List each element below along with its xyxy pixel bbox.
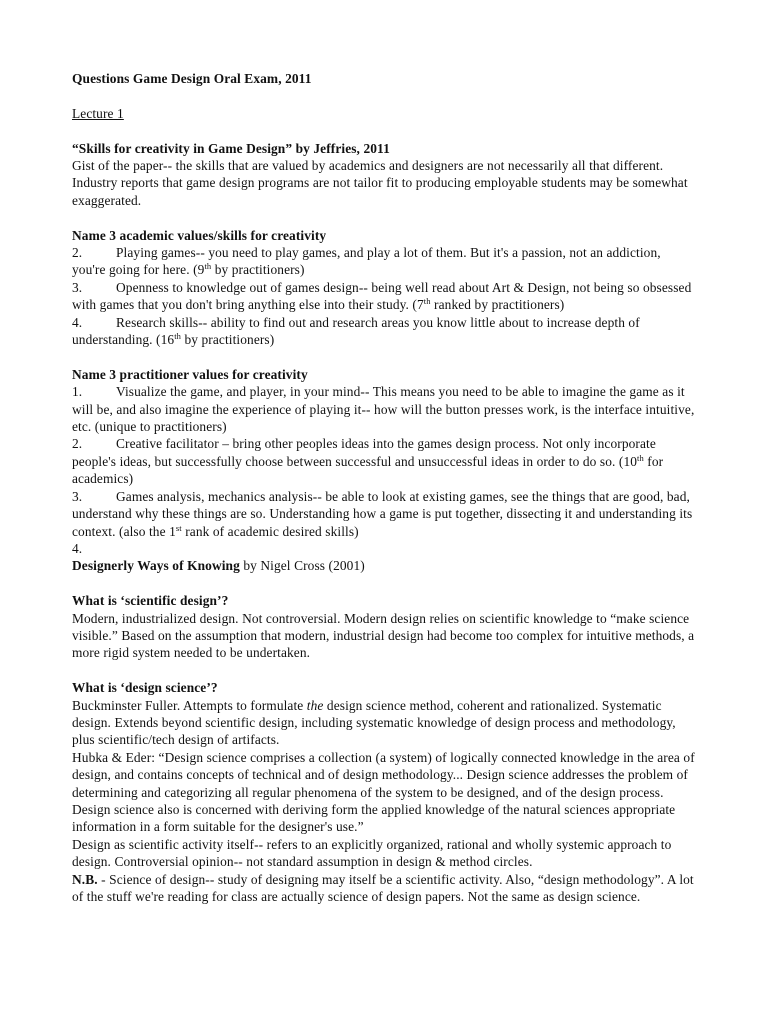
- item-number: 3.: [72, 279, 83, 295]
- question-scientific-design: What is ‘scientific design’?: [72, 593, 229, 609]
- gist-paragraph: Gist of the paper-- the skills that are valued by academics and designers are not necessarily all that different. Industry reports that game design programs are not tailor fit to producing employable students may be somewhat exaggerated.: [72, 158, 688, 208]
- academic-values-list: [72, 244, 697, 348]
- item-text: Openness to knowledge out of games design-- being well read about Art & Design, not being so obsessed with games that you don't bring anything else into their study. (7: [72, 279, 692, 313]
- item-number: 4.: [72, 540, 83, 556]
- section-heading-jeffries: “Skills for creativity in Game Design” by Jeffries, 2011: [72, 140, 390, 156]
- section-heading-cross: [72, 557, 697, 574]
- ordinal-suffix: st: [175, 522, 182, 533]
- design-science-answer: [72, 697, 697, 749]
- list-item: [72, 383, 697, 435]
- book-author: by Nigel Cross (2001): [239, 558, 365, 574]
- item-text-after: ranked by practitioners): [430, 297, 565, 313]
- practitioner-values-heading: Name 3 practitioner values for creativity: [72, 366, 308, 382]
- scientific-activity-paragraph: Design as scientific activity itself-- refers to an explicitly organized, rational and wholly systemic approach to design. Controversial opinion-- not standard assumption in design & method circles.: [72, 836, 672, 870]
- item-number: 2.: [72, 245, 83, 261]
- nb-text: - Science of design-- study of designing may itself be a scientific activity. Also, “design methodology”. A lot of the stuff we're reading for class are actually science of design papers. Not the same as design science.: [72, 871, 694, 904]
- question-design-science: What is ‘design science’?: [72, 680, 218, 696]
- answer-text: Buckminster Fuller. Attempts to formulate: [72, 697, 307, 713]
- item-text: Research skills-- ability to find out and research areas you know little about to increase depth of understanding. (16: [72, 314, 640, 348]
- lecture-heading: Lecture 1: [72, 105, 124, 121]
- scientific-design-answer: Modern, industrialized design. Not controversial. Modern design relies on scientific knowledge to “make science visible.” Based on the assumption that modern, industrial design had become too complex for intuitive methods, a more rigid system needed to be undertaken.: [72, 610, 695, 661]
- practitioner-values-list: [72, 383, 697, 557]
- document-title: Questions Game Design Oral Exam, 2011: [72, 71, 312, 86]
- ordinal-suffix: th: [423, 296, 431, 307]
- academic-values-heading: Name 3 academic values/skills for creativity: [72, 227, 327, 243]
- item-text: Visualize the game, and player, in your mind-- This means you need to be able to imagine the game as it will be, and also imagine the experience of playing it-- how will the button presses work, is the interface intuitive, etc. (unique to practitioners): [72, 384, 695, 435]
- ordinal-suffix: th: [174, 331, 182, 342]
- list-item: [72, 279, 697, 314]
- item-text-after: rank of academic desired skills): [181, 523, 359, 539]
- item-number: 2.: [72, 436, 83, 452]
- item-number: 1.: [72, 384, 83, 400]
- list-item: [72, 488, 697, 540]
- answer-text-continued: design science method, coherent and rationalized. Systematic design. Extends beyond scientific design, including systematic knowledge of design process and methodology, plus scientific/tech design of artifacts.: [72, 697, 676, 748]
- ordinal-suffix: th: [204, 261, 212, 272]
- item-text-after: by practitioners): [181, 332, 275, 348]
- list-item: [72, 435, 697, 487]
- item-text-after: by practitioners): [211, 262, 305, 278]
- item-text: Creative facilitator – bring other peoples ideas into the games design process. Not only incorporate people's ideas, but successfully choose between successful and unsuccessful ideas in order to do so. (10: [72, 436, 656, 469]
- item-number: 4.: [72, 314, 83, 330]
- item-text: Playing games-- you need to play games, and play a lot of them. But it's a passion, not an addiction, you're going for here. (9: [72, 245, 661, 278]
- nb-paragraph: [72, 871, 697, 906]
- item-text: Games analysis, mechanics analysis-- be able to look at existing games, see the things that are good, bad, understand why these things are so. Understanding how a game is put together, dissecting it and understanding its context. (also the 1: [72, 488, 693, 539]
- nb-label: N.B.: [72, 871, 98, 887]
- list-item: [72, 314, 697, 349]
- ordinal-suffix: th: [637, 452, 644, 463]
- item-number: 3.: [72, 488, 83, 504]
- list-item: [72, 244, 697, 279]
- hubka-eder-quote: Hubka & Eder: “Design science comprises a collection (a system) of logically connected knowledge in the area of design, and contains concepts of technical and of design methodology... Design science addresses the problem of determining and categorizing all regular phenomena of the system to be designed, and of the design process. Design science also is concerned with deriving form the applied knowledge of the natural sciences appropriate information in a form suitable for the designer's use.”: [72, 749, 695, 835]
- emphasis-the: the: [306, 697, 324, 713]
- list-item: [72, 540, 697, 557]
- book-title: Designerly Ways of Knowing: [72, 558, 240, 574]
- document-body: [72, 70, 697, 905]
- item-text-after: for academics): [72, 453, 664, 487]
